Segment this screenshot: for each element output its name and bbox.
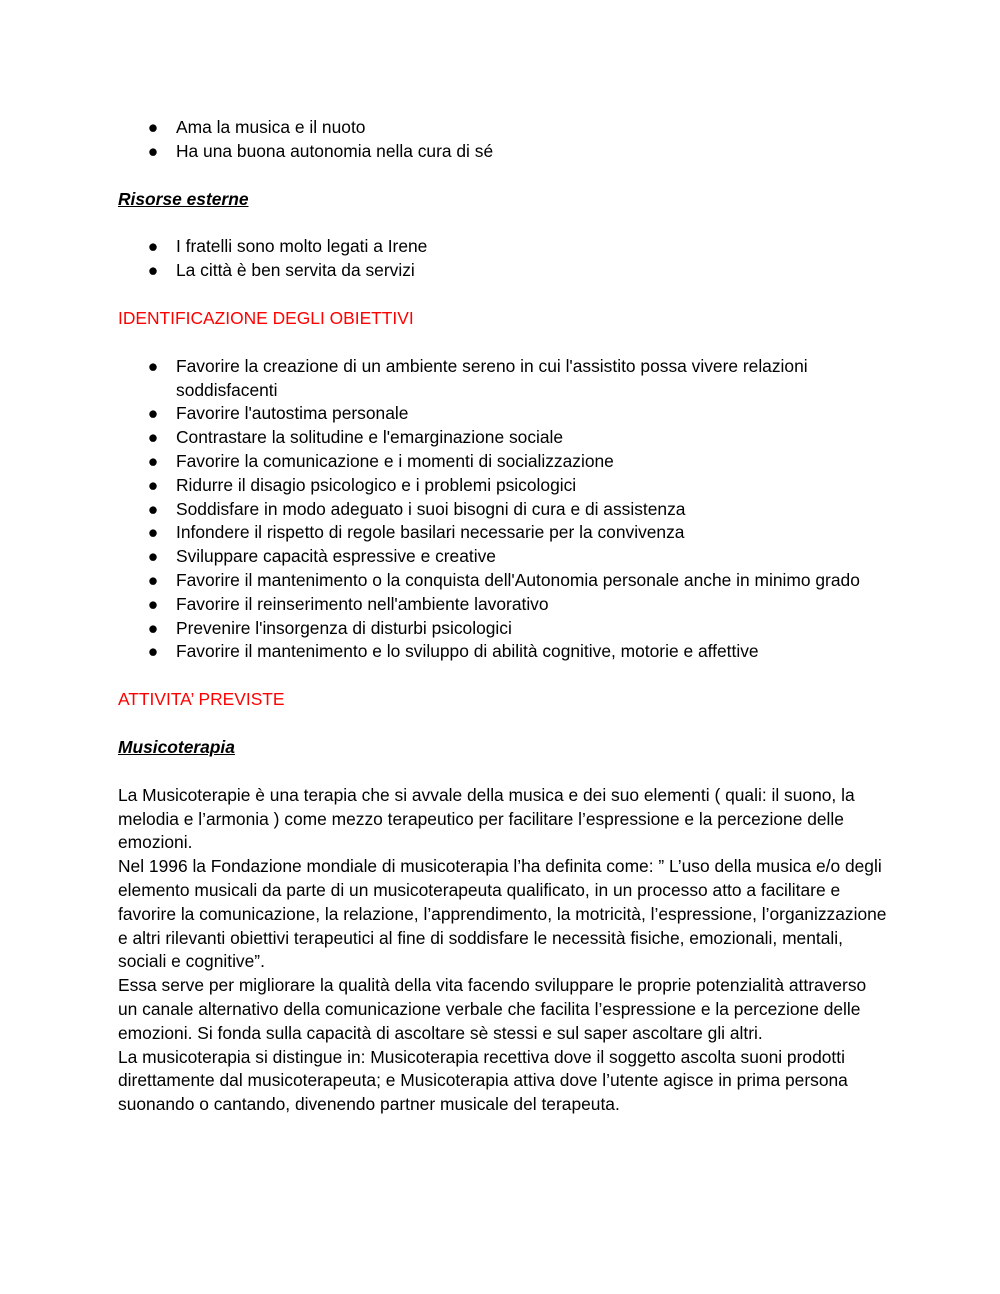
list-item — [118, 617, 888, 641]
obiettivi-heading: IDENTIFICAZIONE DEGLI OBIETTIVI — [118, 307, 414, 328]
risorse-esterne-list — [118, 235, 888, 283]
list-item-text: Infondere il rispetto di regole basilari necessarie per la convivenza — [176, 522, 685, 543]
list-item — [118, 450, 888, 474]
list-item-text: Favorire il reinserimento nell'ambiente lavorativo — [176, 593, 549, 614]
paragraph: Essa serve per migliorare la qualità della vita facendo sviluppare le proprie potenzialità attraverso un canale alternativo della comunicazione verbale che facilita l’espressione e la percezione delle emozioni. Si fonda sulla capacità di ascoltare sè stessi e sul saper ascoltare gli altri. — [118, 975, 867, 1043]
list-item-text: Favorire la creazione di un ambiente sereno in cui l'assistito possa vivere relazioni soddisfacenti — [176, 355, 808, 400]
list-item-text: Ama la musica e il nuoto — [176, 117, 366, 137]
list-item — [118, 474, 888, 498]
bullet-icon: ● — [147, 355, 159, 376]
list-item-text: Favorire la comunicazione e i momenti di socializzazione — [176, 450, 614, 471]
list-item-text: Ridurre il disagio psicologico e i problemi psicologici — [176, 474, 577, 495]
risorse-esterne-heading: Risorse esterne — [118, 188, 249, 209]
list-item-text: Favorire il mantenimento e lo sviluppo di abilità cognitive, motorie e affettive — [176, 641, 759, 662]
list-item — [118, 545, 888, 569]
bullet-list-top — [118, 116, 888, 164]
list-item — [118, 521, 888, 545]
list-item-text: I fratelli sono molto legati a Irene — [176, 236, 428, 257]
paragraph: Nel 1996 la Fondazione mondiale di musicoterapia l’ha definita come: ” L’uso della musica e/o degli elemento musicali da parte di un musicoterapeuta qualificato, in un processo atto a facilitare e favorire la comunicazione, la relazione, l’apprendimento, la motricità, l’espressione, l’organizzazione e altri rilevanti obiettivi terapeutici al fine di soddisfare le necessità fisiche, emozionali, mentali, sociali e cognitive”. — [118, 856, 887, 972]
list-item — [118, 235, 888, 259]
document-page — [118, 116, 888, 1117]
list-item-text: Favorire l'autostima personale — [176, 403, 409, 424]
musicoterapia-heading: Musicoterapia — [118, 736, 235, 757]
list-item — [118, 593, 888, 617]
list-item-text: Soddisfare in modo adeguato i suoi bisogni di cura e di assistenza — [176, 498, 686, 519]
list-item — [118, 259, 888, 283]
bullet-icon: ● — [147, 427, 159, 448]
list-item — [118, 498, 888, 522]
list-item — [118, 116, 888, 140]
bullet-icon: ● — [147, 498, 159, 519]
bullet-icon: ● — [147, 546, 159, 567]
bullet-icon: ● — [147, 593, 159, 614]
list-item — [118, 140, 888, 164]
list-item — [118, 640, 888, 664]
list-item-text: Favorire il mantenimento o la conquista dell'Autonomia personale anche in minimo grado — [176, 569, 860, 590]
bullet-icon: ● — [147, 450, 159, 471]
bullet-icon: ● — [147, 641, 159, 662]
list-item-text: Sviluppare capacità espressive e creative — [176, 546, 496, 567]
bullet-icon: ● — [147, 117, 159, 137]
bullet-icon: ● — [147, 522, 159, 543]
list-item — [118, 355, 888, 403]
bullet-icon: ● — [147, 236, 159, 257]
bullet-icon: ● — [147, 403, 159, 424]
list-item-text: Prevenire l'insorgenza di disturbi psicologici — [176, 617, 512, 638]
obiettivi-list — [118, 355, 888, 664]
bullet-icon: ● — [147, 617, 159, 638]
bullet-icon: ● — [147, 474, 159, 495]
bullet-icon: ● — [147, 569, 159, 590]
list-item-text: La città è ben servita da servizi — [176, 260, 415, 281]
paragraph: La musicoterapia si distingue in: Musicoterapia recettiva dove il soggetto ascolta suoni prodotti direttamente dal musicoterapeuta; e Musicoterapia attiva dove l’utente agisce in prima persona suonando o cantando, divenendo partner musicale del terapeuta. — [118, 1046, 848, 1115]
list-item-text: Contrastare la solitudine e l'emarginazione sociale — [176, 427, 564, 448]
bullet-icon: ● — [147, 140, 159, 161]
list-item-text: Ha una buona autonomia nella cura di sé — [176, 140, 494, 161]
bullet-icon: ● — [147, 260, 159, 281]
attivita-heading: ATTIVITA’ PREVISTE — [118, 689, 285, 710]
paragraph: La Musicoterapie è una terapia che si avvale della musica e dei suo elementi ( quali: il suono, la melodia e l’armonia ) come mezzo terapeutico per facilitare l’espressione e la percezione delle emozioni. — [118, 784, 855, 853]
list-item — [118, 426, 888, 450]
list-item — [118, 402, 888, 426]
list-item — [118, 569, 888, 593]
